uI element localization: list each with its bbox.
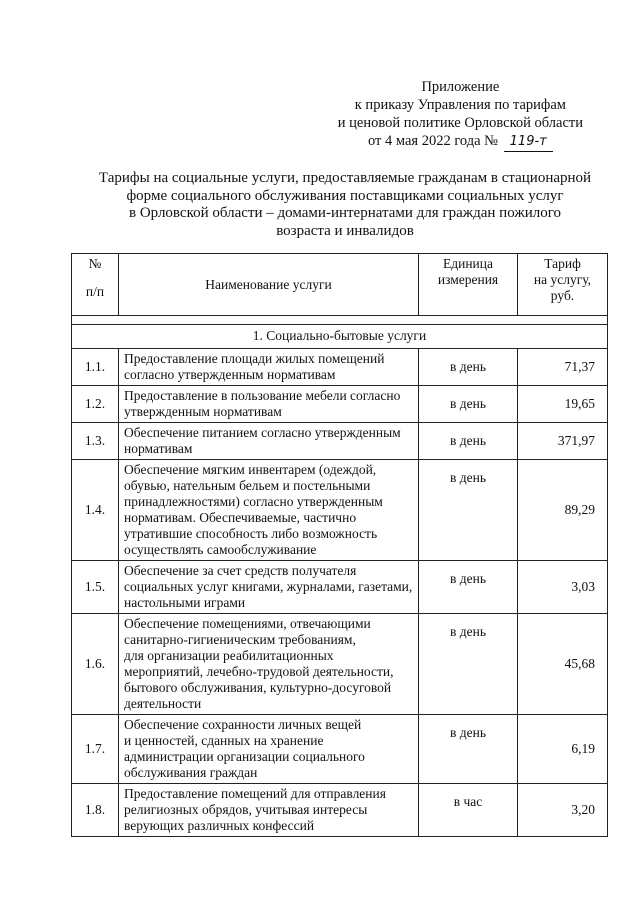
service-name-line: согласно утвержденным нормативам (124, 367, 336, 382)
row-number: 1.6. (72, 614, 119, 715)
document-title (95, 170, 595, 240)
service-name-line: для организации реабилитационных (124, 648, 334, 663)
header-tariff-line-2: на услугу, (533, 272, 592, 287)
service-name-line: обслуживания граждан (124, 765, 258, 780)
table-row (72, 561, 608, 614)
service-name-line: обувью, нательным бельем и постельными (124, 478, 371, 493)
tariff-table (71, 253, 608, 837)
service-name-line: религиозных обрядов, учитывая интересы (124, 802, 368, 817)
unit-of-measure: в день (419, 423, 518, 460)
tariff-value: 45,68 (518, 614, 608, 715)
service-name-line: нормативам. Обеспечиваемые, частично (124, 510, 357, 525)
table-row (72, 715, 608, 784)
service-name-line: верующих различных конфессий (124, 818, 315, 833)
row-number: 1.2. (72, 386, 119, 423)
unit-of-measure: в день (419, 349, 518, 386)
header-tariff-line-3: руб. (550, 288, 575, 303)
tariff-value: 3,03 (518, 561, 608, 614)
service-name-line: Предоставление помещений для отправления (124, 786, 386, 801)
service-name-line: мероприятий, лечебно-трудовой деятельности, (124, 664, 394, 679)
table-body (72, 316, 608, 837)
header-unit (419, 254, 518, 316)
unit-of-measure: в день (419, 715, 518, 784)
table-row (72, 614, 608, 715)
row-number: 1.4. (72, 460, 119, 561)
title-line-1: Тарифы на социальные услуги, предоставляемые гражданам в стационарной (98, 170, 592, 186)
service-name-line: Предоставление в пользование мебели согласно (124, 388, 401, 403)
tariff-value: 19,65 (518, 386, 608, 423)
tariff-value: 89,29 (518, 460, 608, 561)
title-line-2: форме социального обслуживания поставщиками социальных услуг (126, 187, 564, 204)
unit-of-measure: в день (419, 614, 518, 715)
header-num-label: п/п (85, 284, 105, 299)
service-name-line: Обеспечение за счет средств получателя (124, 563, 357, 578)
service-name (119, 386, 419, 423)
service-name-line: Обеспечение питанием согласно утвержденным (124, 425, 401, 440)
row-number: 1.7. (72, 715, 119, 784)
row-number: 1.3. (72, 423, 119, 460)
appendix-date-line (338, 132, 583, 152)
header-unit-line-1: Единица (442, 256, 493, 271)
service-name-line: и ценностей, сданных на хранение (124, 733, 324, 748)
service-name-line: бытового обслуживания, культурно-досуговой (124, 680, 392, 695)
service-name (119, 423, 419, 460)
tariff-value: 3,20 (518, 784, 608, 837)
title-line-4: возраста и инвалидов (276, 222, 414, 239)
service-name-line: Предоставление площади жилых помещений (124, 351, 385, 366)
header-tariff (518, 254, 608, 316)
service-name (119, 715, 419, 784)
order-number: 119-т (504, 133, 553, 152)
header-num (72, 254, 119, 316)
service-name-line: осуществлять самообслуживание (124, 542, 317, 557)
service-name-line: деятельности (124, 696, 202, 711)
section-row (72, 325, 608, 349)
service-name (119, 561, 419, 614)
title-line-3: в Орловской области – домами-интернатами для граждан пожилого (128, 205, 561, 221)
service-name (119, 349, 419, 386)
row-number: 1.5. (72, 561, 119, 614)
appendix-line-3: и ценовой политике Орловской области (337, 115, 583, 131)
service-name-line: администрации организации социального (124, 749, 365, 764)
appendix-line-1: Приложение (421, 79, 500, 95)
service-name-line: настольными играми (124, 595, 246, 610)
tariff-value: 371,97 (518, 423, 608, 460)
appendix-header (338, 78, 583, 152)
service-name-line: социальных услуг книгами, журналами, газетами, (124, 579, 413, 594)
row-number: 1.8. (72, 784, 119, 837)
service-name-line: утвержденным нормативам (124, 404, 282, 419)
header-name: Наименование услуги (119, 254, 419, 316)
service-name-line: санитарно-гигиеническим требованиям, (124, 632, 356, 647)
section-title: 1. Социально-бытовые услуги (72, 325, 608, 349)
table-row (72, 349, 608, 386)
row-number: 1.1. (72, 349, 119, 386)
unit-of-measure: в день (419, 460, 518, 561)
service-name (119, 460, 419, 561)
service-name-line: утратившие способность либо возможность (124, 526, 378, 541)
unit-of-measure: в день (419, 561, 518, 614)
service-name (119, 614, 419, 715)
header-unit-line-2: измерения (437, 272, 499, 287)
service-name-line: нормативам (124, 441, 193, 456)
header-spacer-row (72, 316, 608, 325)
tariff-value: 6,19 (518, 715, 608, 784)
service-name-line: Обеспечение мягким инвентарем (одеждой, (124, 462, 377, 477)
header-num-symbol: № (88, 256, 102, 271)
service-name (119, 784, 419, 837)
service-name-line: Обеспечение помещениями, отвечающими (124, 616, 371, 631)
table-row (72, 460, 608, 561)
service-name-line: Обеспечение сохранности личных вещей (124, 717, 362, 732)
tariff-value: 71,37 (518, 349, 608, 386)
header-tariff-line-1: Тариф (544, 256, 581, 271)
table-row (72, 423, 608, 460)
appendix-line-2: к приказу Управления по тарифам (354, 97, 566, 113)
table-row (72, 386, 608, 423)
service-name-line: принадлежностями) согласно утвержденным (124, 494, 383, 509)
unit-of-measure: в день (419, 386, 518, 423)
unit-of-measure: в час (419, 784, 518, 837)
appendix-date: от 4 мая 2022 года № (368, 133, 499, 149)
table-header-row (72, 254, 608, 316)
table-row (72, 784, 608, 837)
